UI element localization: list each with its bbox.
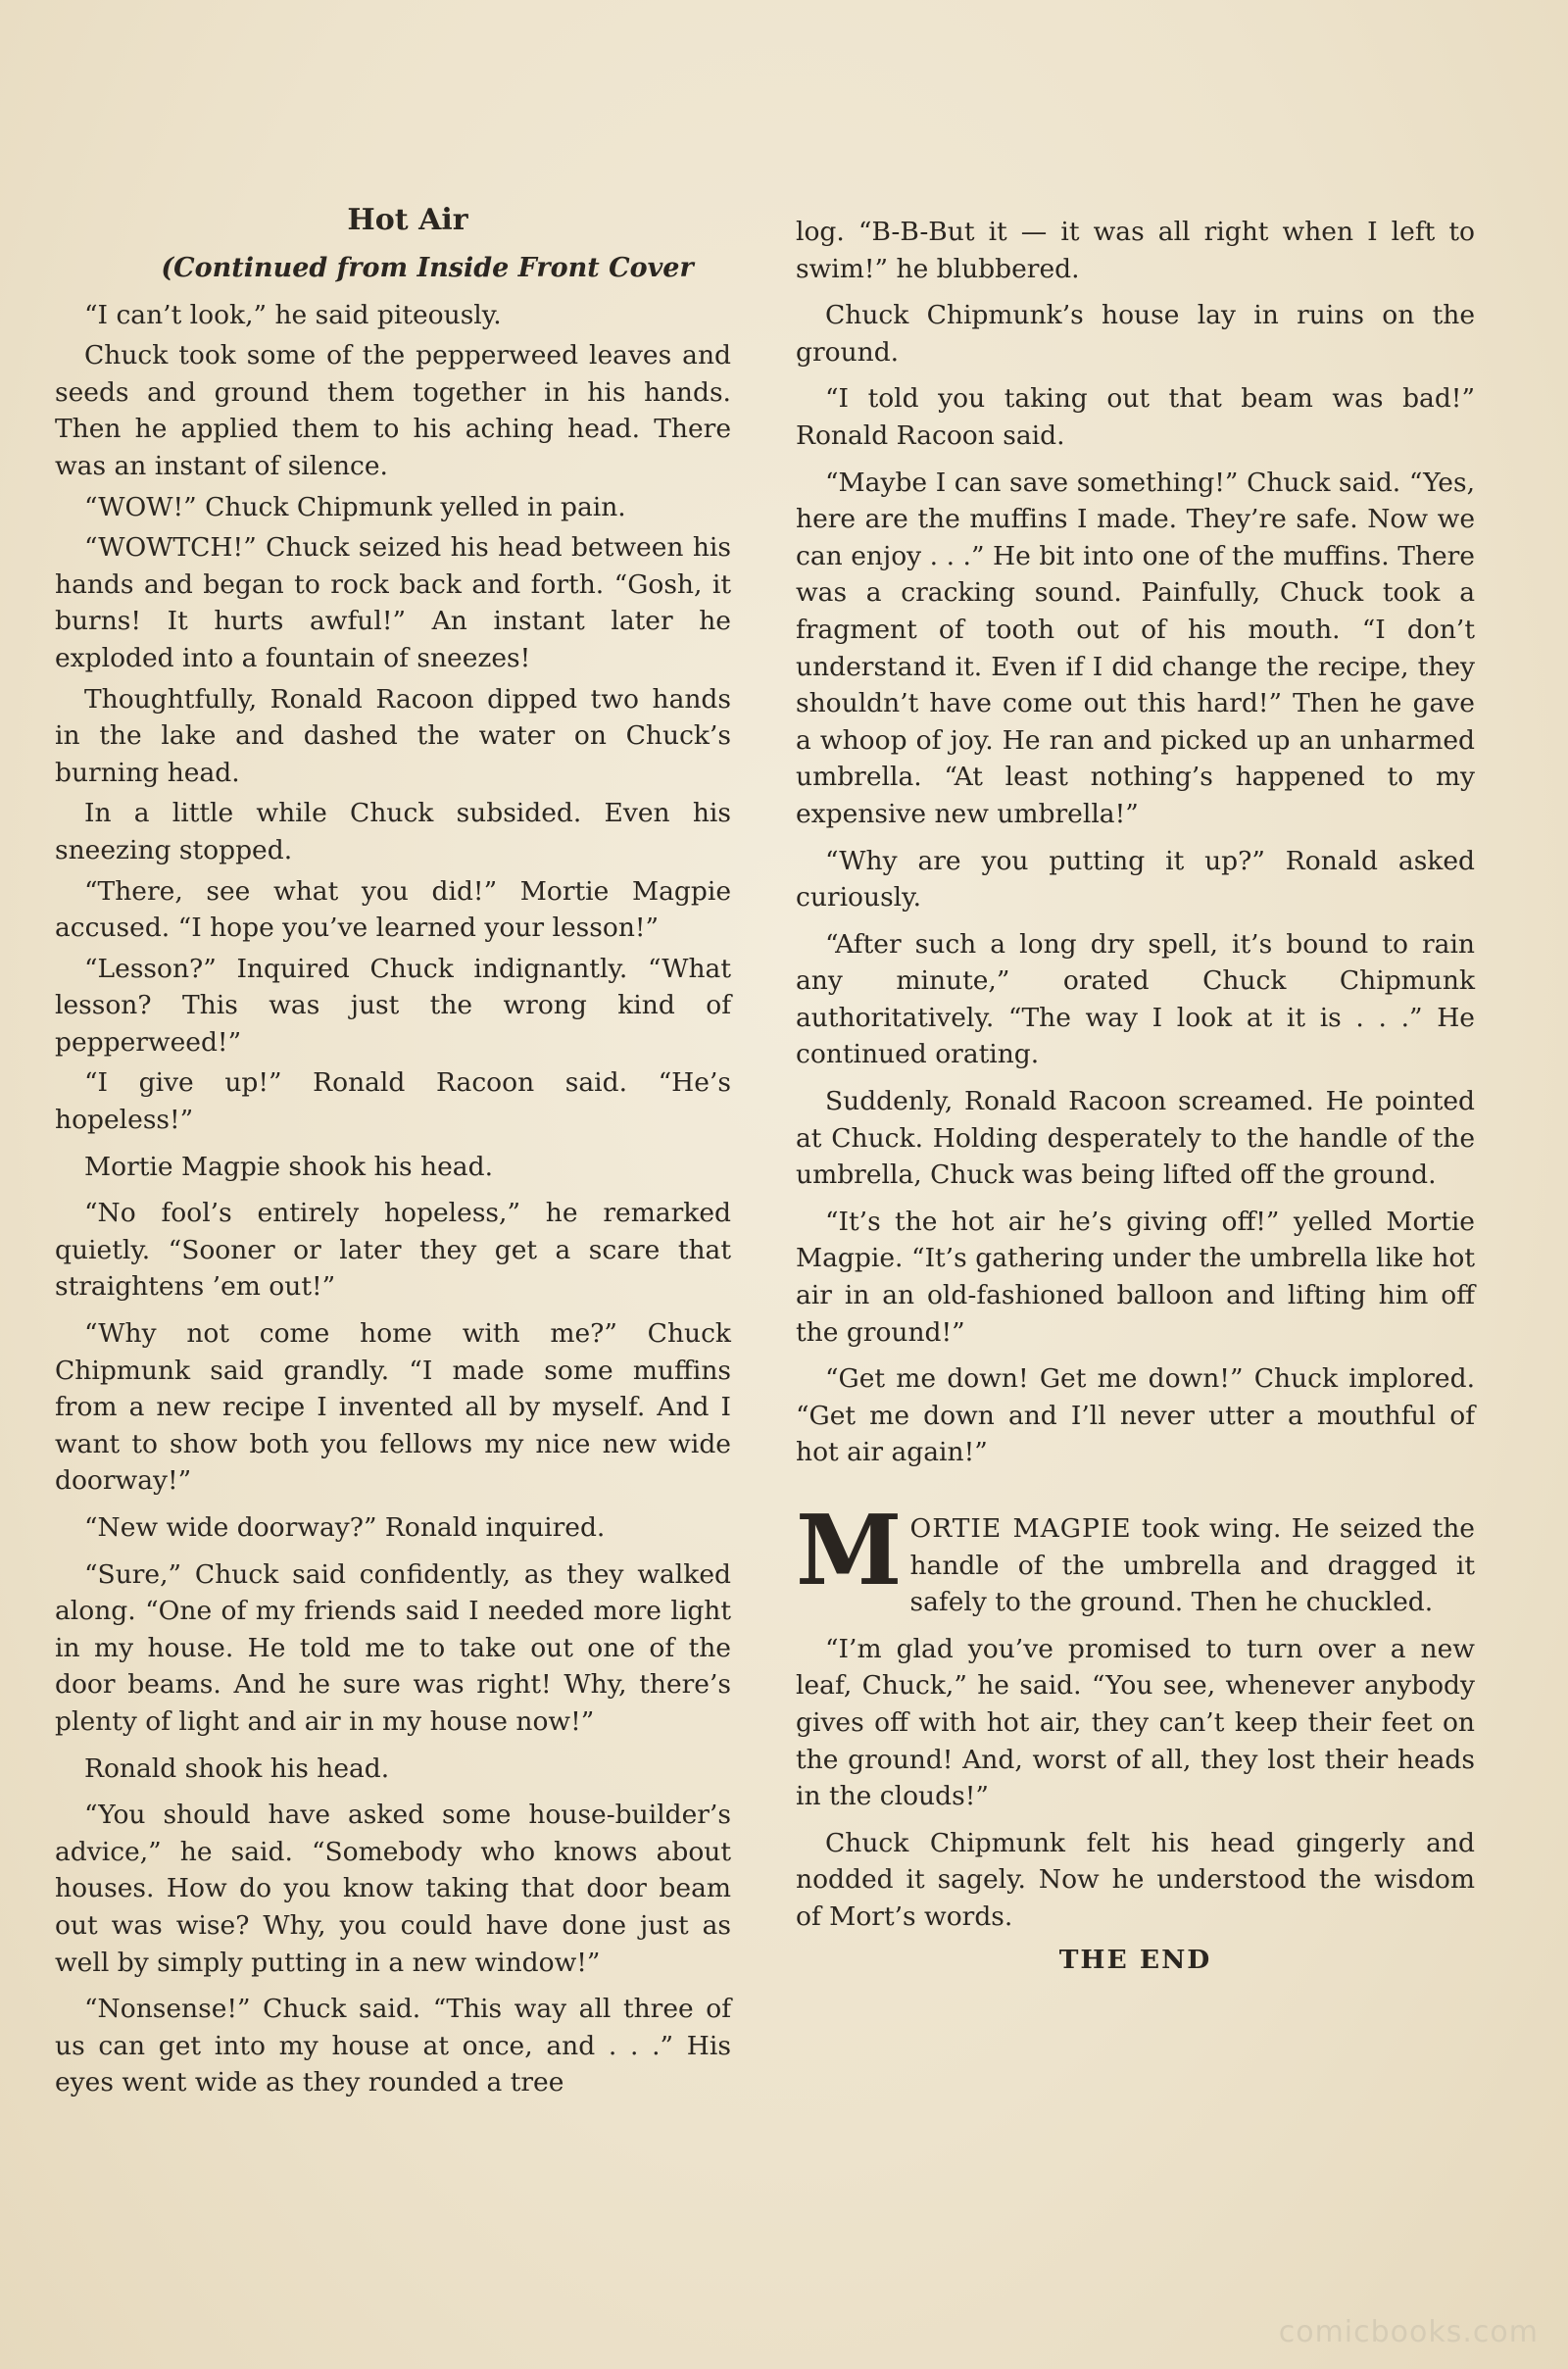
paragraph: Ronald shook his head.: [84, 1752, 390, 1784]
paragraph: “Get me down! Get me down!” Chuck implored. “Get me down and I’ll never utter a mouthful of hot air again!”: [796, 1363, 1475, 1468]
paragraph: “I can’t look,” he said piteously.: [84, 299, 502, 330]
right-column: [796, 214, 1475, 1988]
paragraph: log. “B-B-But it — it was all right when I left to swim!” he blubbered.: [796, 217, 1475, 284]
paragraph: Thoughtfully, Ronald Racoon dipped two hands in the lake and dashed the water on Chuck’s burning head.: [55, 683, 731, 788]
story-subtitle: (Continued from Inside Front Cover: [161, 253, 694, 283]
paragraph: “Why not come home with me?” Chuck Chipmunk said grandly. “I made some muffins from a new recipe I invented all by myself. And I want to show both you fellows my nice new wide doorway!”: [55, 1318, 731, 1497]
paragraph: Suddenly, Ronald Racoon screamed. He pointed at Chuck. Holding desperately to the handle of the umbrella, Chuck was being lifted off the ground.: [796, 1086, 1475, 1191]
paragraph: “Why are you putting it up?” Ronald asked curiously.: [796, 845, 1475, 913]
left-column: [55, 201, 731, 2111]
paragraph: Mortie Magpie shook his head.: [84, 1151, 493, 1182]
the-end-label: THE END: [1058, 1944, 1212, 1975]
watermark-text: comicbooks.com: [1278, 2315, 1539, 2349]
paragraph: “After such a long dry spell, it’s bound to rain any minute,” orated Chuck Chipmunk authoritatively. “The way I look at it is . . .” He continued orating.: [796, 928, 1475, 1070]
story-title: Hot Air: [347, 203, 468, 237]
paragraph: “No fool’s entirely hopeless,” he remarked quietly. “Sooner or later they get a scare that straightens ’em out!”: [55, 1198, 731, 1303]
paragraph: “WOW!” Chuck Chipmunk yelled in pain.: [84, 491, 626, 522]
paragraph: In a little while Chuck subsided. Even his sneezing stopped.: [55, 798, 731, 865]
paragraph: “There, see what you did!” Mortie Magpie accused. “I hope you’ve learned your lesson!”: [55, 875, 731, 944]
dropcap-lead: ORTIE MAGPIE: [909, 1513, 1132, 1544]
paragraph: “I give up!” Ronald Racoon said. “He’s hopeless!”: [55, 1067, 731, 1136]
paragraph: Chuck Chipmunk’s house lay in ruins on the ground.: [796, 300, 1475, 368]
paragraph: Chuck Chipmunk felt his head gingerly and nodded it sagely. Now he understood the wisdom of Mort’s words.: [796, 1827, 1475, 1932]
paragraph: “You should have asked some house-builder’s advice,” he said. “Somebody who knows about houses. How do you know taking that door beam out was wise? Why, you could have done just as well by simply putting in a new window!”: [55, 1800, 731, 1978]
paragraph: “I told you taking out that beam was bad!” Ronald Racoon said.: [796, 383, 1475, 451]
paragraph: “Lesson?” Inquired Chuck indignantly. “What lesson? This was just the wrong kind of pepperweed!”: [55, 953, 731, 1058]
paragraph: “WOWTCH!” Chuck seized his head between his hands and began to rock back and forth. “Gosh, it burns! It hurts awful!” An instant later he exploded into a fountain of sneezes!: [55, 532, 731, 673]
paragraph: “Nonsense!” Chuck said. “This way all three of us can get into my house at once, and . . .” His eyes went wide as they rounded a tree: [55, 1994, 731, 2098]
paragraph: Chuck took some of the pepperweed leaves and seeds and ground them together in his hands. Then he applied them to his aching head. There was an instant of silence.: [55, 340, 731, 481]
paragraph: “Maybe I can save something!” Chuck said. “Yes, here are the muffins I made. They’re safe. Now we can enjoy . . .” He bit into one of the muffins. There was a cracking sound. Painfully, Chuck took a fragment of tooth out of his mouth. “I don’t understand it. Even if I did change the recipe, they shouldn’t have come out this hard!” Then he gave a whoop of joy. He ran and picked up an unharmed umbrella. “At least nothing’s happened to my expensive new umbrella!”: [796, 467, 1475, 829]
dropcap-paragraph: [796, 1495, 1475, 1621]
paragraph: “New wide doorway?” Ronald inquired.: [84, 1512, 606, 1543]
dropcap-rest: took wing. He seized the handle of the umbrella and dragged it safely to the ground. Then he chuckled.: [909, 1513, 1475, 1618]
drop-cap-letter: M: [796, 1495, 903, 1607]
paragraph: “I’m glad you’ve promised to turn over a new leaf, Chuck,” he said. “You see, whenever anybody gives off with hot air, they can’t keep their feet on the ground! And, worst of all, they lost their heads in the clouds!”: [796, 1633, 1475, 1812]
paragraph: “Sure,” Chuck said confidently, as they walked along. “One of my friends said I needed more light in my house. He told me to take out one of the door beams. And he sure was right! Why, there’s plenty of light and air in my house now!”: [55, 1558, 731, 1737]
paragraph: “It’s the hot air he’s giving off!” yelled Mortie Magpie. “It’s gathering under the umbrella like hot air in an old-fashioned balloon and lifting him off the ground!”: [796, 1206, 1475, 1348]
